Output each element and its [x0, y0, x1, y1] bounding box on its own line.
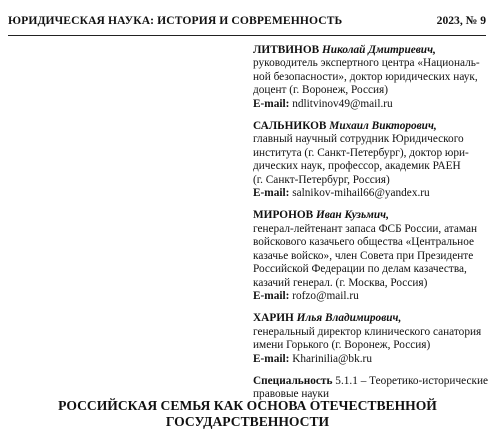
email-label: E-mail:	[253, 352, 290, 365]
specialty-code: 5.1.1 – Теоретико-исторические	[332, 374, 489, 387]
author-email-row	[253, 187, 489, 200]
author-affiliation: генерал-лейтенант запаса ФСБ России, атаман	[253, 222, 478, 235]
author-block	[253, 209, 489, 303]
author-affiliation: доцент (г. Воронеж, Россия)	[253, 84, 388, 97]
email-label: E-mail:	[253, 187, 290, 200]
author-affiliation: войскового казачьего общества «Центральное	[253, 236, 474, 249]
issue-number: 2023, № 9	[436, 14, 486, 27]
author-email[interactable]: ndlitvinov49@mail.ru	[292, 97, 393, 110]
specialty-label: Специальность	[253, 374, 333, 387]
journal-title: ЮРИДИЧЕСКАЯ НАУКА: ИСТОРИЯ И СОВРЕМЕННОСТЬ	[8, 14, 343, 27]
email-label: E-mail:	[253, 289, 290, 302]
author-affiliation: генеральный директор клинического санатория	[253, 325, 482, 338]
author-surname: МИРОНОВ	[253, 209, 314, 222]
author-affiliation: (г. Санкт-Петербург, Россия)	[253, 173, 390, 186]
article-title	[0, 398, 495, 430]
author-affiliation: главный научный сотрудник Юридического	[253, 133, 464, 146]
author-surname: ЛИТВИНОВ	[253, 44, 320, 56]
author-name	[253, 209, 489, 222]
author-affiliation: института (г. Санкт-Петербург), доктор юри-	[253, 146, 469, 159]
article-title-line: РОССИЙСКАЯ СЕМЬЯ КАК ОСНОВА ОТЕЧЕСТВЕННОЙ	[58, 398, 437, 413]
email-label: E-mail:	[253, 97, 290, 110]
author-email[interactable]: salnikov-mihail66@yandex.ru	[292, 187, 430, 200]
article-title-line: ГОСУДАРСТВЕННОСТИ	[165, 414, 330, 429]
author-given-name: Илья Владимирович,	[296, 312, 402, 325]
author-affiliation: ной безопасности», доктор юридических наук,	[253, 70, 478, 83]
author-email[interactable]: Kharinilia@bk.ru	[292, 352, 372, 365]
author-given-name: Иван Кузьмич,	[316, 209, 389, 222]
author-block	[253, 120, 489, 200]
author-name	[253, 44, 489, 57]
author-email-row	[253, 353, 489, 366]
author-list	[253, 44, 489, 402]
author-surname: САЛЬНИКОВ	[253, 120, 327, 133]
running-header	[8, 14, 486, 34]
author-affiliation: имени Горького (г. Воронеж, Россия)	[253, 339, 431, 352]
author-affiliation: казачий генерал. (г. Москва, Россия)	[253, 276, 428, 289]
author-email-row	[253, 290, 489, 303]
author-email[interactable]: rofzo@mail.ru	[292, 289, 359, 302]
author-given-name: Михаил Викторович,	[329, 120, 437, 133]
author-affiliation: руководитель экспертного центра «Националь-	[253, 57, 480, 70]
author-affiliation: дических наук, профессор, академик РАЕН	[253, 160, 461, 173]
author-surname: ХАРИН	[253, 312, 294, 325]
author-block	[253, 44, 489, 111]
author-given-name: Николай Дмитриевич,	[322, 44, 436, 56]
author-affiliation: казачье войско», член Совета при Президенте	[253, 249, 474, 262]
header-rule	[8, 35, 486, 36]
author-email-row	[253, 98, 489, 111]
author-block	[253, 312, 489, 366]
author-name	[253, 312, 489, 325]
specialty-name: правовые науки	[253, 388, 330, 401]
author-affiliation: Российской Федерации по делам казачества,	[253, 263, 467, 276]
author-name	[253, 120, 489, 133]
